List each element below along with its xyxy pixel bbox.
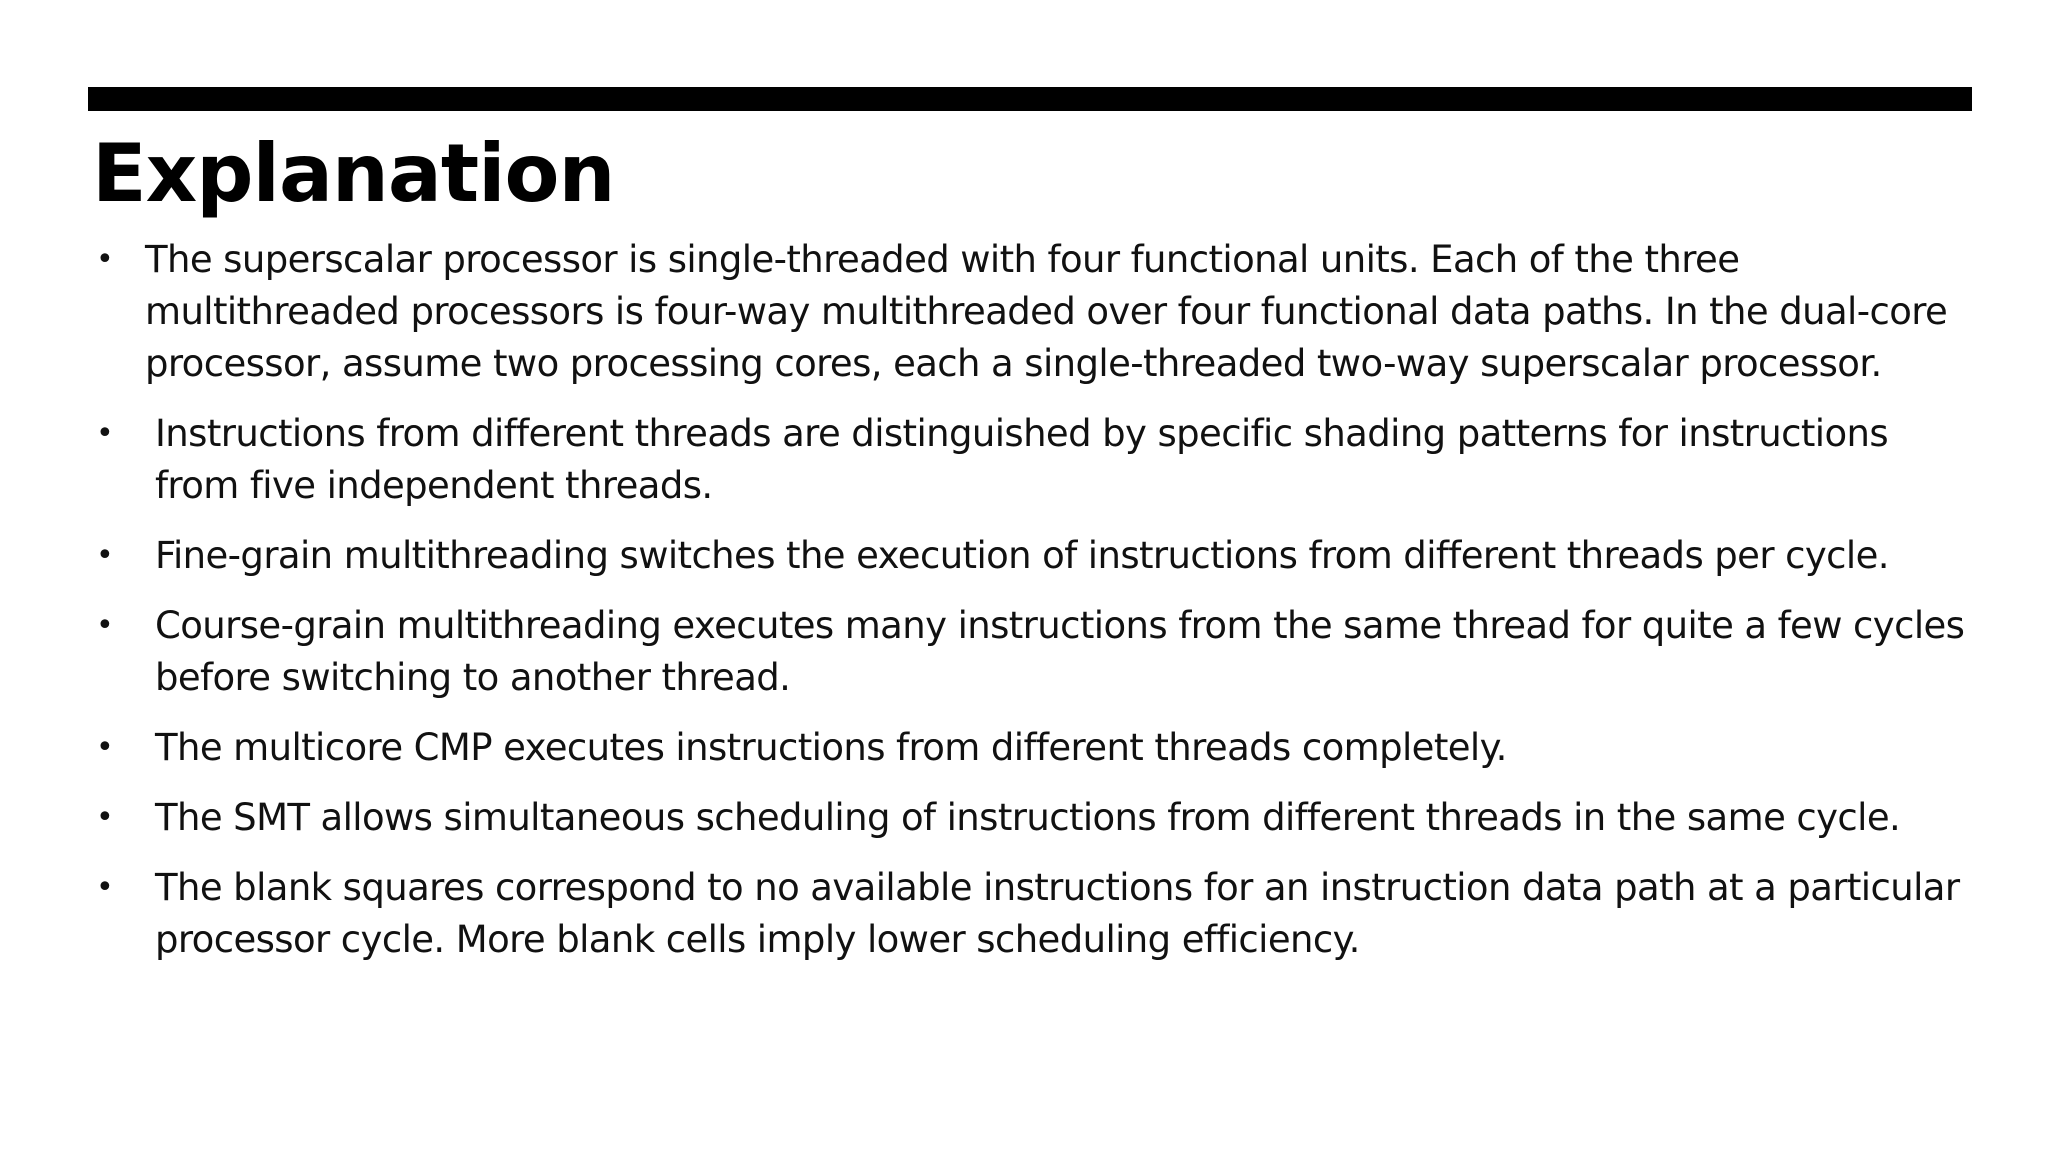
bullet-item-2: [92, 408, 1972, 512]
bullet-list: [92, 234, 1972, 984]
bullet-item-3: [92, 530, 1972, 582]
bullet-text: The SMT allows simultaneous scheduling of instructions from different threads in the same cycle.: [155, 796, 1901, 839]
bullet-marker: •: [96, 416, 114, 451]
bullet-text: The blank squares correspond to no available instructions for an instruction data path at a particular processor cycle. More blank cells imply lower scheduling efficiency.: [155, 866, 1960, 961]
bullet-marker: •: [96, 242, 114, 277]
bullet-text: Fine-grain multithreading switches the execution of instructions from different threads per cycle.: [155, 534, 1889, 577]
title-accent-bar: [88, 87, 1972, 111]
bullet-text: The multicore CMP executes instructions from different threads completely.: [155, 726, 1507, 769]
bullet-item-4: [92, 600, 1972, 704]
bullet-item-7: [92, 862, 1972, 966]
bullet-marker: •: [96, 608, 114, 643]
bullet-text: Instructions from different threads are distinguished by specific shading patterns for instructions from five independent threads.: [155, 412, 1889, 507]
bullet-marker: •: [96, 870, 114, 905]
bullet-text: Course-grain multithreading executes many instructions from the same thread for quite a few cycles before switching to another thread.: [155, 604, 1965, 699]
bullet-marker: •: [96, 730, 114, 765]
bullet-item-1: [92, 234, 1972, 390]
slide-title: Explanation: [92, 127, 615, 220]
bullet-item-6: [92, 792, 1972, 844]
bullet-text: The superscalar processor is single-threaded with four functional units. Each of the three multithreaded processors is four-way multithreaded over four functional data paths. In the dual-core processor, assume two processing cores, each a single-threaded two-way superscalar processor.: [145, 238, 1948, 385]
bullet-marker: •: [96, 800, 114, 835]
bullet-marker: •: [96, 538, 114, 573]
bullet-item-5: [92, 722, 1972, 774]
